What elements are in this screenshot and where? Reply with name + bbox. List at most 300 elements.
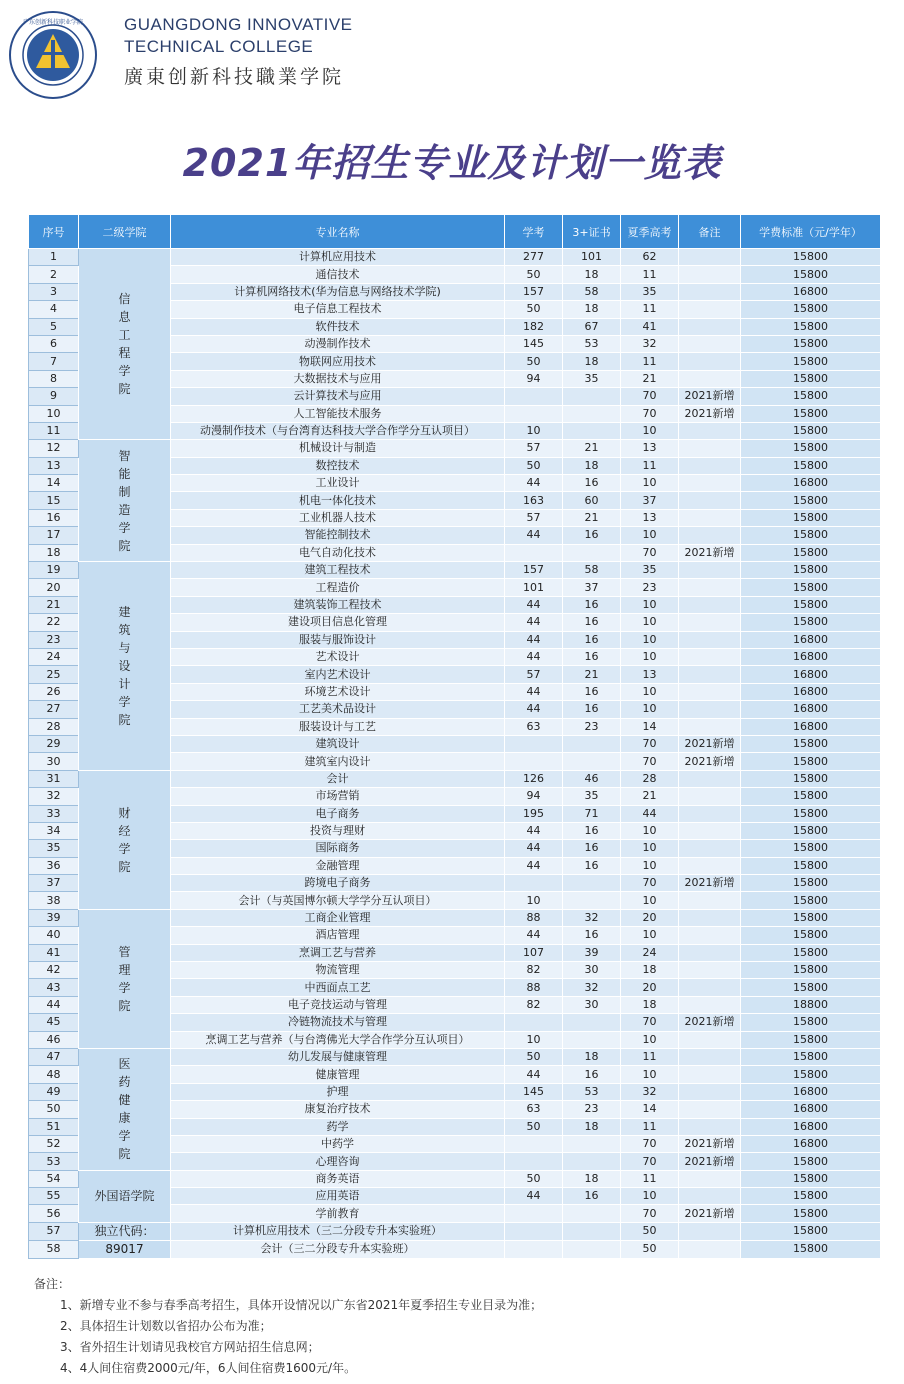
row-number: 21 [29,596,79,613]
row-number: 10 [29,405,79,422]
college-cell [79,249,171,440]
remark [679,1083,741,1100]
cert-count [563,422,621,439]
cert-count: 18 [563,266,621,283]
xuekao-count: 163 [505,492,563,509]
xuekao-count [505,735,563,752]
notes-section [34,1274,542,1379]
row-number: 45 [29,1014,79,1031]
xuekao-count: 145 [505,1083,563,1100]
xuekao-count: 182 [505,318,563,335]
row-number: 26 [29,683,79,700]
column-header: 专业名称 [171,215,505,249]
major-name: 动漫制作技术 [171,335,505,352]
remark [679,370,741,387]
major-name: 云计算技术与应用 [171,388,505,405]
major-name: 计算机应用技术 [171,249,505,266]
xuekao-count: 82 [505,996,563,1013]
xuekao-count: 63 [505,1101,563,1118]
summer-exam-count: 13 [621,666,679,683]
remark [679,596,741,613]
row-number: 15 [29,492,79,509]
row-number: 28 [29,718,79,735]
college-name: 独立代码： [94,1223,155,1238]
cert-count: 16 [563,614,621,631]
major-name: 工业机器人技术 [171,509,505,526]
xuekao-count: 82 [505,962,563,979]
row-number: 19 [29,562,79,579]
note-item: 4、4人间住宿费2000元/年，6人间住宿费1600元/年。 [60,1361,357,1375]
xuekao-count: 94 [505,788,563,805]
row-number: 23 [29,631,79,648]
major-name: 数控技术 [171,457,505,474]
remark [679,718,741,735]
remark [679,614,741,631]
remark [679,962,741,979]
cert-count [563,405,621,422]
remark [679,666,741,683]
row-number: 47 [29,1048,79,1065]
remark [679,788,741,805]
tuition-fee: 15800 [741,562,881,579]
cert-count: 37 [563,579,621,596]
remark [679,283,741,300]
major-name: 服装与服饰设计 [171,631,505,648]
table-row [29,770,881,787]
major-name: 幼儿发展与健康管理 [171,1048,505,1065]
cert-count [563,875,621,892]
major-name: 工程造价 [171,579,505,596]
notes-list [34,1295,542,1379]
cert-count: 16 [563,1066,621,1083]
college-cell [79,1170,171,1222]
summer-exam-count: 11 [621,1118,679,1135]
tuition-fee: 15800 [741,927,881,944]
college-name-cn: 廣東创新科技職業学院 [124,66,345,88]
tuition-fee: 16800 [741,283,881,300]
xuekao-count: 10 [505,892,563,909]
tuition-fee: 15800 [741,301,881,318]
tuition-fee: 15800 [741,1170,881,1187]
summer-exam-count: 10 [621,475,679,492]
tuition-fee: 15800 [741,979,881,996]
college-cell [79,1222,171,1240]
xuekao-count [505,875,563,892]
row-number: 55 [29,1188,79,1205]
college-cell [79,909,171,1048]
xuekao-count: 57 [505,440,563,457]
cert-count: 35 [563,370,621,387]
summer-exam-count: 10 [621,701,679,718]
summer-exam-count: 10 [621,422,679,439]
cert-count [563,388,621,405]
row-number: 1 [29,249,79,266]
major-name: 建筑装饰工程技术 [171,596,505,613]
cert-count [563,1240,621,1258]
summer-exam-count: 70 [621,753,679,770]
major-name: 金融管理 [171,857,505,874]
summer-exam-count: 10 [621,527,679,544]
xuekao-count: 44 [505,701,563,718]
row-number: 8 [29,370,79,387]
xuekao-count: 50 [505,301,563,318]
cert-count: 18 [563,1048,621,1065]
row-number: 2 [29,266,79,283]
row-number: 18 [29,544,79,561]
summer-exam-count: 11 [621,266,679,283]
summer-exam-count: 11 [621,1170,679,1187]
cert-count: 18 [563,457,621,474]
cert-count: 53 [563,1083,621,1100]
tuition-fee: 15800 [741,1153,881,1170]
row-number: 56 [29,1205,79,1222]
tuition-fee: 15800 [741,805,881,822]
row-number: 11 [29,422,79,439]
remark [679,579,741,596]
cert-count: 21 [563,440,621,457]
college-name-en [124,14,353,58]
summer-exam-count: 20 [621,979,679,996]
xuekao-count: 57 [505,509,563,526]
tuition-fee: 15800 [741,544,881,561]
major-name: 国际商务 [171,840,505,857]
cert-count [563,1031,621,1048]
cert-count: 16 [563,475,621,492]
xuekao-count: 44 [505,527,563,544]
xuekao-count: 63 [505,718,563,735]
row-number: 49 [29,1083,79,1100]
summer-exam-count: 70 [621,1153,679,1170]
remark [679,457,741,474]
column-header: 夏季高考 [621,215,679,249]
summer-exam-count: 18 [621,962,679,979]
remark [679,492,741,509]
major-name: 动漫制作技术（与台湾育达科技大学合作学分互认项目） [171,422,505,439]
summer-exam-count: 21 [621,370,679,387]
row-number: 52 [29,1135,79,1152]
summer-exam-count: 10 [621,683,679,700]
cert-count: 16 [563,683,621,700]
college-cell [79,440,171,562]
remark [679,1188,741,1205]
row-number: 5 [29,318,79,335]
cert-count: 35 [563,788,621,805]
notes-title: 备注： [34,1277,71,1291]
remark: 2021新增 [679,753,741,770]
tuition-fee: 15800 [741,875,881,892]
college-name: 建筑与设计学院 [118,604,131,727]
major-name: 建筑设计 [171,735,505,752]
xuekao-count [505,1240,563,1258]
row-number: 36 [29,857,79,874]
remark: 2021新增 [679,1153,741,1170]
row-number: 7 [29,353,79,370]
cert-count: 16 [563,527,621,544]
summer-exam-count: 70 [621,735,679,752]
cert-count [563,753,621,770]
summer-exam-count: 14 [621,1101,679,1118]
tuition-fee: 15800 [741,1240,881,1258]
cert-count: 16 [563,840,621,857]
column-header: 学费标准（元/学年） [741,215,881,249]
xuekao-count: 88 [505,909,563,926]
xuekao-count: 44 [505,1188,563,1205]
remark [679,909,741,926]
college-name: 智能制造学院 [118,448,131,553]
tuition-fee: 15800 [741,1205,881,1222]
summer-exam-count: 11 [621,353,679,370]
summer-exam-count: 10 [621,596,679,613]
xuekao-count: 44 [505,631,563,648]
summer-exam-count: 70 [621,1014,679,1031]
tuition-fee: 16800 [741,1083,881,1100]
xuekao-count: 195 [505,805,563,822]
row-number: 6 [29,335,79,352]
remark: 2021新增 [679,1205,741,1222]
college-cell [79,1240,171,1258]
tuition-fee: 15800 [741,388,881,405]
xuekao-count: 44 [505,475,563,492]
table-row [29,1170,881,1187]
tuition-fee: 15800 [741,335,881,352]
tuition-fee: 15800 [741,266,881,283]
remark: 2021新增 [679,1135,741,1152]
remark [679,996,741,1013]
college-name: 管理学院 [118,944,131,1013]
summer-exam-count: 70 [621,875,679,892]
college-cell [79,1048,171,1170]
row-number: 57 [29,1222,79,1240]
row-number: 4 [29,301,79,318]
summer-exam-count: 41 [621,318,679,335]
cert-count: 16 [563,596,621,613]
tuition-fee: 16800 [741,1135,881,1152]
cert-count: 16 [563,631,621,648]
major-name: 人工智能技术服务 [171,405,505,422]
cert-count [563,544,621,561]
college-name: 外国语学院 [94,1188,155,1203]
row-number: 42 [29,962,79,979]
summer-exam-count: 14 [621,718,679,735]
xuekao-count: 50 [505,1048,563,1065]
row-number: 37 [29,875,79,892]
note-item: 3、省外招生计划请见我校官方网站招生信息网； [60,1340,320,1354]
xuekao-count [505,1135,563,1152]
cert-count: 60 [563,492,621,509]
tuition-fee: 15800 [741,1188,881,1205]
major-name: 物联网应用技术 [171,353,505,370]
remark [679,562,741,579]
remark [679,1031,741,1048]
major-name: 物流管理 [171,962,505,979]
column-header: 序号 [29,215,79,249]
remark: 2021新增 [679,405,741,422]
xuekao-count: 10 [505,1031,563,1048]
cert-count: 16 [563,1188,621,1205]
row-number: 17 [29,527,79,544]
tuition-fee: 16800 [741,1118,881,1135]
college-name: 医药健康学院 [118,1057,131,1162]
remark [679,701,741,718]
xuekao-count: 94 [505,370,563,387]
enrollment-table [28,214,881,1259]
cert-count [563,1153,621,1170]
tuition-fee: 15800 [741,527,881,544]
tuition-fee: 18800 [741,996,881,1013]
xuekao-count [505,1222,563,1240]
remark [679,857,741,874]
cert-count: 16 [563,648,621,665]
row-number: 22 [29,614,79,631]
remark [679,927,741,944]
tuition-fee: 15800 [741,492,881,509]
row-number: 35 [29,840,79,857]
table-row [29,562,881,579]
row-number: 58 [29,1240,79,1258]
xuekao-count [505,388,563,405]
tuition-fee: 15800 [741,1222,881,1240]
major-name: 学前教育 [171,1205,505,1222]
tuition-fee: 15800 [741,909,881,926]
summer-exam-count: 70 [621,544,679,561]
major-name: 艺术设计 [171,648,505,665]
table-row [29,1240,881,1258]
summer-exam-count: 32 [621,1083,679,1100]
row-number: 30 [29,753,79,770]
table-row [29,909,881,926]
tuition-fee: 15800 [741,579,881,596]
major-name: 服装设计与工艺 [171,718,505,735]
remark [679,266,741,283]
major-name: 工艺美术品设计 [171,701,505,718]
tuition-fee: 15800 [741,840,881,857]
major-name: 大数据技术与应用 [171,370,505,387]
cert-count: 46 [563,770,621,787]
cert-count: 23 [563,1101,621,1118]
tuition-fee: 16800 [741,1101,881,1118]
major-name: 心理咨询 [171,1153,505,1170]
tuition-fee: 15800 [741,1048,881,1065]
tuition-fee: 15800 [741,370,881,387]
note-item: 1、新增专业不参与春季高考招生，具体开设情况以广东省2021年夏季招生专业目录为准； [60,1298,543,1312]
cert-count [563,735,621,752]
major-name: 烹调工艺与营养（与台湾佛光大学合作学分互认项目） [171,1031,505,1048]
summer-exam-count: 35 [621,562,679,579]
column-header: 3+证书 [563,215,621,249]
tuition-fee: 15800 [741,1066,881,1083]
summer-exam-count: 62 [621,249,679,266]
summer-exam-count: 44 [621,805,679,822]
tuition-fee: 15800 [741,1014,881,1031]
xuekao-count: 126 [505,770,563,787]
summer-exam-count: 11 [621,457,679,474]
remark: 2021新增 [679,1014,741,1031]
remark [679,440,741,457]
major-name: 烹调工艺与营养 [171,944,505,961]
tuition-fee: 15800 [741,422,881,439]
summer-exam-count: 24 [621,944,679,961]
remark: 2021新增 [679,875,741,892]
remark: 2021新增 [679,735,741,752]
major-name: 康复治疗技术 [171,1101,505,1118]
remark [679,422,741,439]
xuekao-count: 44 [505,683,563,700]
remark [679,1118,741,1135]
summer-exam-count: 28 [621,770,679,787]
xuekao-count: 157 [505,562,563,579]
remark [679,1066,741,1083]
remark [679,892,741,909]
cert-count: 16 [563,857,621,874]
tuition-fee: 15800 [741,318,881,335]
row-number: 51 [29,1118,79,1135]
xuekao-count: 44 [505,648,563,665]
remark [679,822,741,839]
xuekao-count: 157 [505,283,563,300]
major-name: 会计 [171,770,505,787]
row-number: 50 [29,1101,79,1118]
cert-count: 18 [563,1118,621,1135]
college-name-en-line1: GUANGDONG INNOVATIVE [124,15,353,34]
cert-count [563,1135,621,1152]
xuekao-count: 44 [505,822,563,839]
remark [679,301,741,318]
tuition-fee: 15800 [741,440,881,457]
college-cell [79,562,171,771]
tuition-fee: 15800 [741,944,881,961]
row-number: 16 [29,509,79,526]
college-logo-icon [8,10,98,100]
college-name: 89017 [105,1241,144,1256]
major-name: 冷链物流技术与管理 [171,1014,505,1031]
xuekao-count: 44 [505,614,563,631]
major-name: 建筑工程技术 [171,562,505,579]
tuition-fee: 15800 [741,892,881,909]
summer-exam-count: 10 [621,857,679,874]
major-name: 环境艺术设计 [171,683,505,700]
tuition-fee: 15800 [741,596,881,613]
xuekao-count: 88 [505,979,563,996]
tuition-fee: 15800 [741,822,881,839]
cert-count: 32 [563,979,621,996]
xuekao-count [505,1153,563,1170]
xuekao-count: 44 [505,596,563,613]
xuekao-count: 145 [505,335,563,352]
tuition-fee: 15800 [741,753,881,770]
major-name: 会计（与英国博尔顿大学学分互认项目） [171,892,505,909]
major-name: 电气自动化技术 [171,544,505,561]
summer-exam-count: 11 [621,301,679,318]
row-number: 9 [29,388,79,405]
cert-count [563,1205,621,1222]
summer-exam-count: 70 [621,388,679,405]
row-number: 29 [29,735,79,752]
table-header-row [29,215,881,249]
remark: 2021新增 [679,388,741,405]
cert-count [563,892,621,909]
summer-exam-count: 23 [621,579,679,596]
remark [679,1101,741,1118]
summer-exam-count: 70 [621,1135,679,1152]
summer-exam-count: 10 [621,631,679,648]
row-number: 27 [29,701,79,718]
summer-exam-count: 10 [621,648,679,665]
major-name: 药学 [171,1118,505,1135]
remark [679,648,741,665]
cert-count: 67 [563,318,621,335]
summer-exam-count: 10 [621,1031,679,1048]
summer-exam-count: 10 [621,927,679,944]
